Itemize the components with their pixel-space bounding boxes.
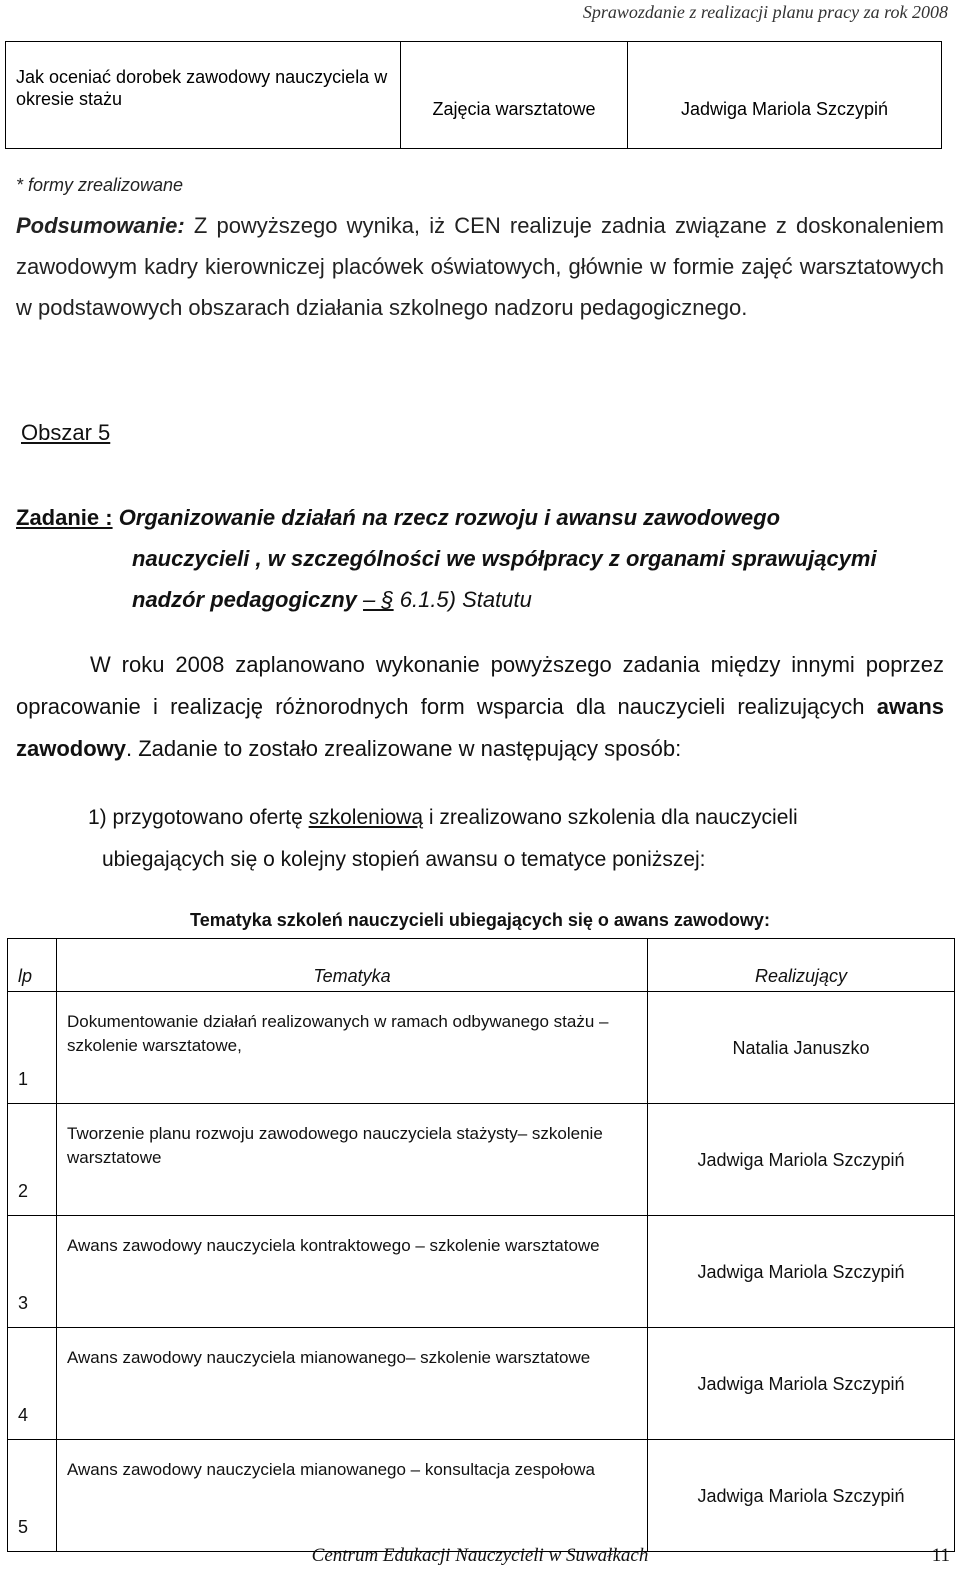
row-number: 5: [8, 1440, 57, 1552]
task-label: Zadanie :: [16, 505, 113, 530]
plan-text-a: W roku 2008 zaplanowano wykonanie powyższego zadania między innymi poprzez opracowanie i realizację różnorodnych form wsparcia dla nauczycieli realizujących: [16, 652, 944, 719]
forms-note: * formy zrealizowane: [16, 175, 184, 195]
training-topic-cell: Jak oceniać dorobek zawodowy nauczyciela w okresie stażu: [6, 42, 401, 149]
list-item-text-c: i zrealizowano szkolenia dla nauczycieli: [423, 806, 798, 829]
task-text-1: Organizowanie działań na rzecz rozwoju i awansu zawodowego: [112, 505, 781, 530]
row-trainer: Jadwiga Mariola Szczypiń: [648, 1328, 955, 1440]
training-summary-table: [5, 41, 942, 149]
training-topics-table: [7, 938, 955, 1552]
list-item-text-a: 1) przygotowano ofertę: [88, 806, 309, 829]
row-topic: Tworzenie planu rozwoju zawodowego nauczyciela stażysty– szkolenie warsztatowe: [57, 1104, 648, 1216]
table-title: Tematyka szkoleń nauczycieli ubiegających się o awans zawodowy:: [190, 910, 770, 930]
summary-text: Z powyższego wynika, iż CEN realizuje zadnia związane z doskonaleniem zawodowym kadry kierowniczej placówek oświatowych, głównie w formie zajęć warsztatowych w podstawowych obszarach działania szkolnego nadzoru pedagogicznego.: [16, 213, 944, 320]
column-header-lp: lp: [8, 939, 57, 992]
section-heading: Obszar 5: [21, 420, 111, 445]
row-topic: Awans zawodowy nauczyciela mianowanego – konsultacja zespołowa: [57, 1440, 648, 1552]
task-text-3a: nadzór pedagogiczny: [132, 587, 364, 612]
row-trainer: Jadwiga Mariola Szczypiń: [648, 1216, 955, 1328]
row-trainer: Natalia Januszko: [648, 992, 955, 1104]
summary-paragraph: [16, 205, 944, 328]
plan-paragraph: [16, 644, 944, 770]
row-number: 3: [8, 1216, 57, 1328]
row-trainer: Jadwiga Mariola Szczypiń: [648, 1104, 955, 1216]
list-item: [88, 797, 948, 881]
table-row: [8, 992, 955, 1104]
row-topic: Awans zawodowy nauczyciela mianowanego– szkolenie warsztatowe: [57, 1328, 648, 1440]
list-item-text-b: szkoleniową: [308, 806, 424, 829]
table-row: [8, 1104, 955, 1216]
summary-label: Podsumowanie:: [16, 213, 185, 238]
column-header-trainer: Realizujący: [648, 939, 955, 992]
table-header-row: [8, 939, 955, 992]
task-line-2: nauczycieli , w szczególności we współpracy z organami sprawującymi: [132, 546, 877, 571]
trainer-cell: Jadwiga Mariola Szczypiń: [628, 42, 942, 149]
page-number: 11: [931, 1545, 950, 1566]
list-item-line-1: [88, 797, 948, 839]
plan-bold: awans zawodowy: [16, 694, 944, 761]
table-row: [8, 1440, 955, 1552]
task-text-3b: – §: [363, 587, 394, 612]
plan-text-b: . Zadanie to zostało zrealizowane w następujący sposób:: [126, 736, 682, 761]
row-number: 2: [8, 1104, 57, 1216]
column-header-topic: Tematyka: [57, 939, 648, 992]
running-header: Sprawozdanie z realizacji planu pracy za rok 2008: [582, 2, 948, 22]
table-row: [8, 1216, 955, 1328]
table-row: [6, 42, 942, 149]
row-number: 4: [8, 1328, 57, 1440]
footer-institution: Centrum Edukacji Nauczycieli w Suwałkach: [311, 1545, 649, 1566]
row-trainer: Jadwiga Mariola Szczypiń: [648, 1440, 955, 1552]
row-topic: Dokumentowanie działań realizowanych w ramach odbywanego stażu – szkolenie warsztatowe,: [57, 992, 648, 1104]
task-line-3: [16, 579, 946, 620]
list-item-line-2: ubiegających się o kolejny stopień awansu o tematyce poniższej:: [102, 848, 706, 871]
task-text-3c: 6.1.5) Statutu: [393, 587, 532, 612]
task-description: [16, 497, 946, 620]
row-topic: Awans zawodowy nauczyciela kontraktowego – szkolenie warsztatowe: [57, 1216, 648, 1328]
table-row: [8, 1328, 955, 1440]
row-number: 1: [8, 992, 57, 1104]
training-form-cell: Zajęcia warsztatowe: [401, 42, 628, 149]
task-line-1: [16, 497, 946, 538]
